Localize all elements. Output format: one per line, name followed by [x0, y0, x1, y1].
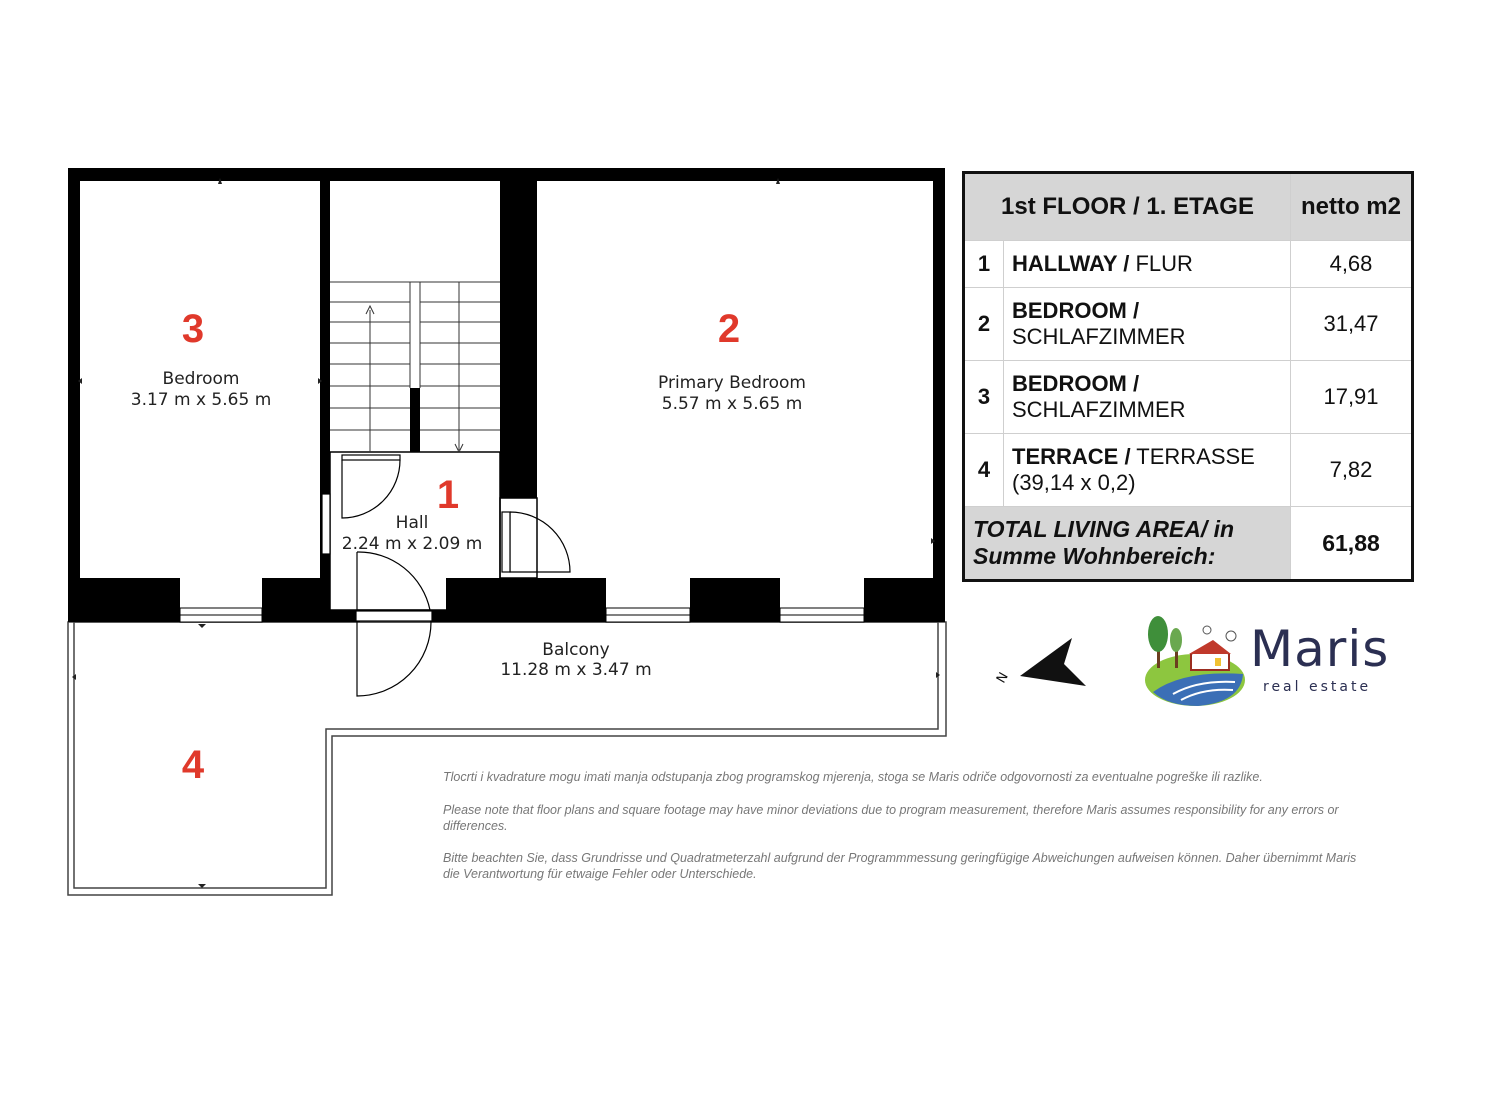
disclaimer-croatian: Tlocrti i kvadrature mogu imati manja odstupanja zbog programskog mjerenja, stoga se Maris odriče odgovornosti za eventualne pogreške ili razlike.: [443, 770, 1263, 784]
table-row: [964, 434, 1413, 507]
row-label: TERRACE / TERRASSE (39,14 x 0,2): [1004, 434, 1291, 507]
row-value: 7,82: [1291, 434, 1413, 507]
balcony-label: Balcony: [542, 640, 610, 660]
row-value: 4,68: [1291, 241, 1413, 288]
logo-tagline: real estate: [1263, 679, 1372, 695]
table-unit-header: netto m2: [1291, 173, 1413, 241]
table-total-row: [964, 507, 1413, 581]
row-label: BEDROOM / SCHLAFZIMMER: [1004, 361, 1291, 434]
north-arrow-icon: [994, 638, 1086, 686]
room-number-1: 1: [436, 473, 460, 517]
row-number: 3: [964, 361, 1004, 434]
bedroom-label: Bedroom: [162, 369, 240, 389]
primary-bedroom-label: Primary Bedroom: [658, 373, 806, 393]
row-number: 4: [964, 434, 1004, 507]
total-value: 61,88: [1291, 507, 1413, 581]
logo-mark-icon: [1143, 612, 1248, 712]
total-label: TOTAL LIVING AREA/ in Summe Wohnbereich:: [964, 507, 1291, 581]
row-value: 17,91: [1291, 361, 1413, 434]
hall-label: Hall: [395, 513, 429, 533]
room-number-3: 3: [181, 307, 205, 351]
row-label: BEDROOM / SCHLAFZIMMER: [1004, 288, 1291, 361]
disclaimer-english: Please note that floor plans and square footage may have minor deviations due to program measurement, therefore Maris assumes responsibility for any errors or differences.: [443, 803, 1339, 833]
logo-name: Maris: [1250, 620, 1390, 678]
primary-bedroom-dims: 5.57 m x 5.65 m: [661, 394, 803, 414]
hall-dims: 2.24 m x 2.09 m: [341, 534, 483, 554]
balcony-dims: 11.28 m x 3.47 m: [500, 660, 652, 680]
table-title: 1st FLOOR / 1. ETAGE: [964, 173, 1291, 241]
area-table: [962, 171, 1414, 582]
table-row: [964, 241, 1413, 288]
table-header-row: [964, 173, 1413, 241]
bedroom-dims: 3.17 m x 5.65 m: [130, 390, 272, 410]
north-label: N: [993, 670, 1012, 686]
disclaimer-german: Bitte beachten Sie, dass Grundrisse und Quadratmeterzahl aufgrund der Programmmessung geringfügige Abweichungen aufweisen können. Daher übernimmt Maris die Verantwortung für etwaige Fehler oder Unterschiede.: [443, 851, 1357, 881]
table-row: [964, 361, 1413, 434]
table-row: [964, 288, 1413, 361]
row-number: 1: [964, 241, 1004, 288]
row-label: HALLWAY / FLUR: [1004, 241, 1291, 288]
row-value: 31,47: [1291, 288, 1413, 361]
maris-logo: [1143, 612, 1413, 712]
room-number-2: 2: [717, 307, 741, 351]
room-number-4: 4: [181, 743, 205, 787]
row-number: 2: [964, 288, 1004, 361]
